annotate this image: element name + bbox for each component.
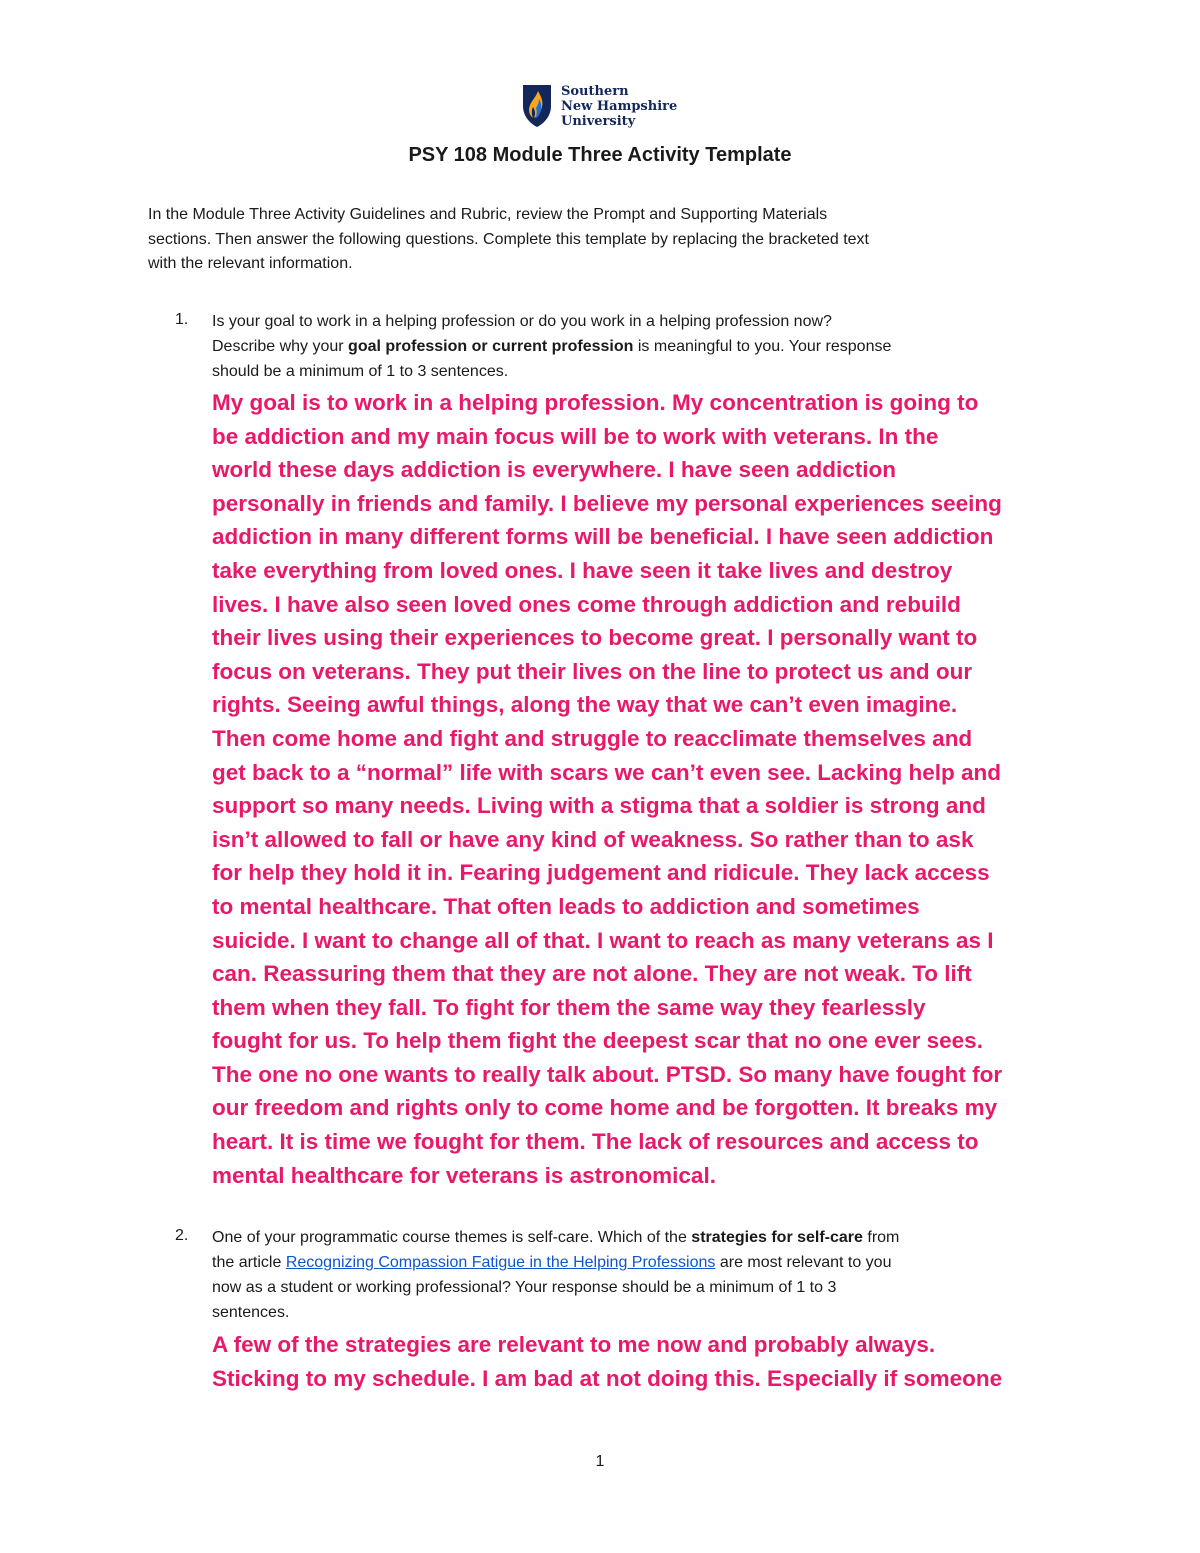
intro-paragraph — [148, 203, 1068, 277]
answer-line: be addiction and my main focus will be to work with veterans. In the — [212, 423, 939, 449]
logo-line-1: Southern — [561, 84, 629, 99]
answer-line: heart. It is time we fought for them. The lack of resources and access to — [212, 1129, 979, 1155]
answer-line: their lives using their experiences to become great. I personally want to — [212, 625, 978, 651]
answer-line: them when they fall. To fight for them the same way they fearlessly — [212, 994, 926, 1020]
answer-2[interactable] — [212, 1328, 1112, 1395]
article-link[interactable]: Recognizing Compassion Fatigue in the Helping Professions — [285, 1254, 716, 1271]
emphasis-text: goal profession or current profession — [348, 338, 634, 355]
page-number: 1 — [595, 1453, 605, 1470]
shield-flame-icon — [522, 84, 552, 128]
answer-line: addiction in many different forms will be beneficial. I have seen addiction — [212, 524, 994, 550]
document-title: PSY 108 Module Three Activity Template — [408, 144, 792, 166]
question-2-number: 2. — [175, 1227, 189, 1244]
answer-line: get back to a “normal” life with scars we can’t even see. Lacking help and — [212, 759, 1002, 785]
logo-line-2: New Hampshire — [561, 99, 678, 114]
answer-line: Sticking to my schedule. I am bad at not doing this. Especially if someone — [212, 1365, 1003, 1391]
answer-line: take everything from loved ones. I have seen it take lives and destroy — [212, 557, 953, 583]
university-logo — [522, 84, 677, 129]
answer-line: for help they hold it in. Fearing judgement and ridicule. They lack access — [212, 860, 990, 886]
answer-line: lives. I have also seen loved ones come through addiction and rebuild — [212, 591, 961, 617]
question-2-line: One of your programmatic course themes is self-care. Which of the strategies for self-care from — [212, 1229, 900, 1246]
answer-line: suicide. I want to change all of that. I want to reach as many veterans as I — [212, 927, 994, 953]
answer-line: our freedom and rights only to come home and be forgotten. It breaks my — [212, 1095, 998, 1121]
question-2-line: sentences. — [212, 1304, 290, 1321]
answer-line: isn’t allowed to fall or have any kind of weakness. So rather than to ask — [212, 826, 974, 852]
answer-line: Then come home and fight and struggle to reacclimate themselves and — [212, 725, 973, 751]
answer-line: personally in friends and family. I believe my personal experiences seeing — [212, 490, 1002, 516]
intro-line: In the Module Three Activity Guidelines and Rubric, review the Prompt and Supporting Materials — [148, 206, 828, 223]
intro-line: sections. Then answer the following questions. Complete this template by replacing the bracketed text — [148, 230, 869, 248]
answer-line: My goal is to work in a helping profession. My concentration is going to — [212, 390, 979, 415]
answer-1[interactable] — [212, 386, 1112, 1192]
answer-line: A few of the strategies are relevant to me now and probably always. — [212, 1332, 936, 1357]
question-2-prompt — [212, 1225, 1072, 1325]
question-2-line: now as a student or working professional? Your response should be a minimum of 1 to 3 — [212, 1279, 837, 1296]
answer-line: can. Reassuring them that they are not alone. They are not weak. To lift — [212, 961, 972, 987]
answer-line: focus on veterans. They put their lives on the line to protect us and our — [212, 658, 973, 684]
answer-line: mental healthcare for veterans is astronomical. — [212, 1162, 716, 1188]
answer-line: fought for us. To help them fight the deepest scar that no one ever sees. — [212, 1028, 983, 1054]
answer-line: The one no one wants to really talk about. PTSD. So many have fought for — [212, 1061, 1003, 1087]
intro-line: with the relevant information. — [148, 255, 353, 272]
answer-line: world these days addiction is everywhere. I have seen addiction — [212, 457, 896, 483]
logo-line-3: University — [561, 114, 636, 129]
answer-line: rights. Seeing awful things, along the way that we can’t even imagine. — [212, 692, 958, 718]
question-2-line: the article Recognizing Compassion Fatigue in the Helping Professions are most relevant to you — [212, 1254, 892, 1271]
question-1-line: Describe why your goal profession or current profession is meaningful to you. Your response — [212, 338, 892, 355]
question-1-prompt — [212, 309, 1072, 384]
answer-line: support so many needs. Living with a stigma that a soldier is strong and — [212, 793, 986, 819]
emphasis-text: strategies for self-care — [691, 1229, 863, 1246]
question-1-number: 1. — [175, 311, 189, 328]
question-1-line: Is your goal to work in a helping profession or do you work in a helping profession now? — [212, 313, 832, 330]
question-1-line: should be a minimum of 1 to 3 sentences. — [212, 363, 509, 380]
answer-line: to mental healthcare. That often leads to addiction and sometimes — [212, 893, 920, 919]
